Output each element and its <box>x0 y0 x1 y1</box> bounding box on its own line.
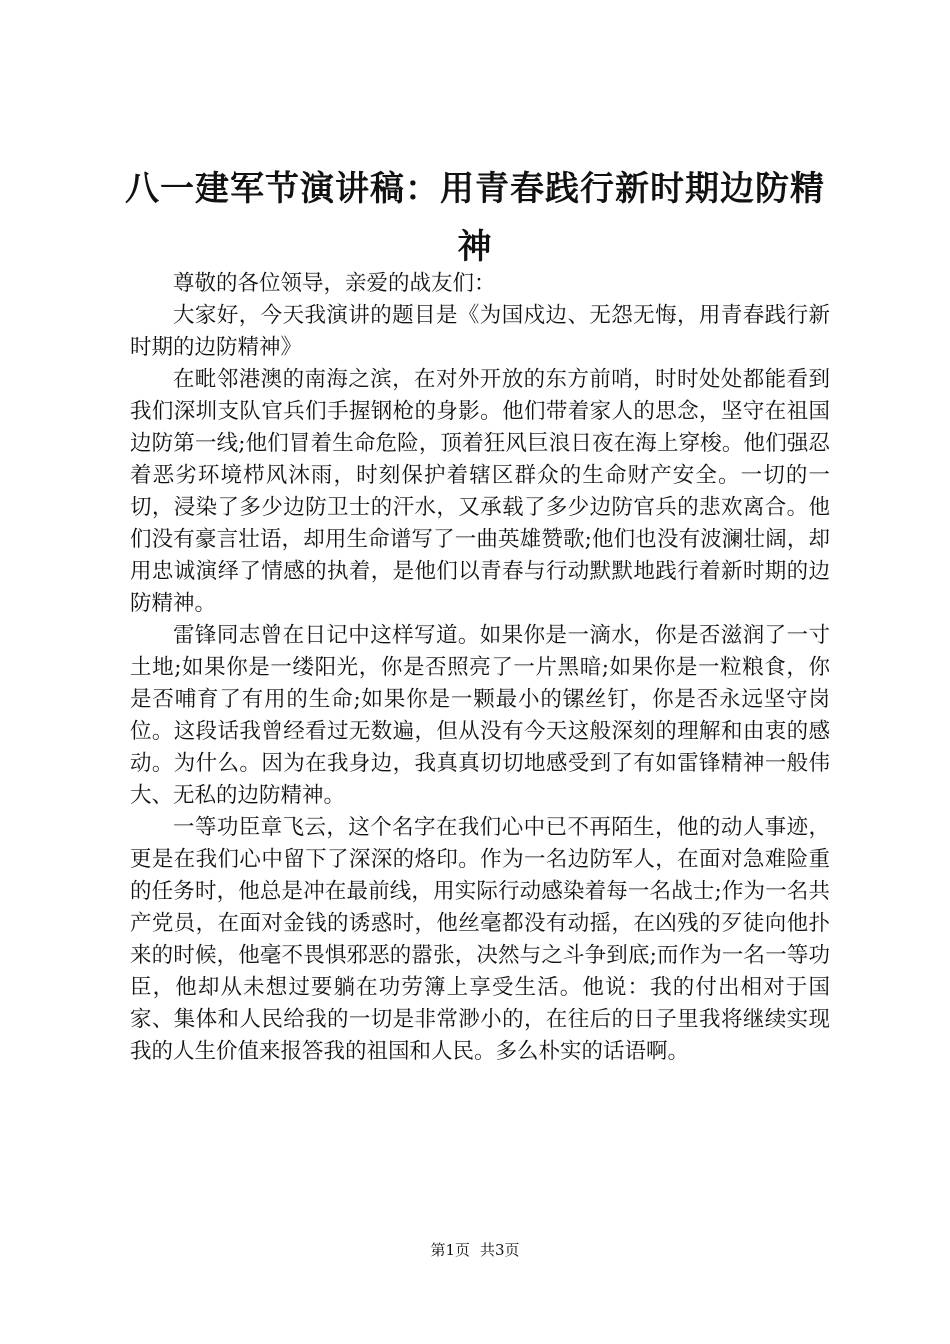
document-title: 八一建军节演讲稿：用青春践行新时期边防精神 <box>125 169 825 267</box>
page-footer <box>0 1240 950 1260</box>
paragraph-body: 在毗邻港澳的南海之滨，在对外开放的东方前哨，时时处处都能看到我们深圳支队官兵们手握钢枪的身影。他们带着家人的思念，坚守在祖国边防第一线;他们冒着生命危险，顶着狂风巨浪日夜在海上穿梭。他们强忍着恶劣环境栉风沐雨，时刻保护着辖区群众的生命财产安全。一切的一切，浸染了多少边防卫士的汗水，又承载了多少边防官兵的悲欢离合。他们没有豪言壮语，却用生命谱写了一曲英雄赞歌;他们也没有波澜壮阔，却用忠诚演绎了情感的执着，是他们以青春与行动默默地践行着新时期的边防精神。 <box>130 367 830 616</box>
document-body <box>130 268 830 1068</box>
paragraph-topic: 大家好，今天我演讲的题目是《为国戍边、无怨无悔，用青春践行新时期的边防精神》 <box>130 303 830 360</box>
paragraph-salutation: 尊敬的各位领导，亲爱的战友们： <box>173 271 496 296</box>
page-number-current: 第1页 <box>430 1241 470 1259</box>
paragraph-body: 一等功臣章飞云，这个名字在我们心中已不再陌生，他的动人事迹，更是在我们心中留下了深深的烙印。作为一名边防军人，在面对急难险重的任务时，他总是冲在最前线，用实际行动感染着每一名战士;作为一名共产党员，在面对金钱的诱惑时，他丝毫都没有动摇，在凶残的歹徒向他扑来的时候，他毫不畏惧邪恶的嚣张，决然与之斗争到底;而作为一名一等功臣，他却从未想过要躺在功劳簿上享受生活。他说：我的付出相对于国家、集体和人民给我的一切是非常渺小的，在往后的日子里我将继续实现我的人生价值来报答我的祖国和人民。多么朴实的话语啊。 <box>130 815 830 1064</box>
page-number-total: 共3页 <box>480 1241 520 1259</box>
paragraph-body: 雷锋同志曾在日记中这样写道。如果你是一滴水，你是否滋润了一寸土地;如果你是一缕阳光，你是否照亮了一片黑暗;如果你是一粒粮食，你是否哺育了有用的生命;如果你是一颗最小的镙丝钉，你是否永远坚守岗位。这段话我曾经看过无数遍，但从没有今天这般深刻的理解和由衷的感动。为什么。因为在我身边，我真真切切地感受到了有如雷锋精神一般伟大、无私的边防精神。 <box>130 623 830 808</box>
